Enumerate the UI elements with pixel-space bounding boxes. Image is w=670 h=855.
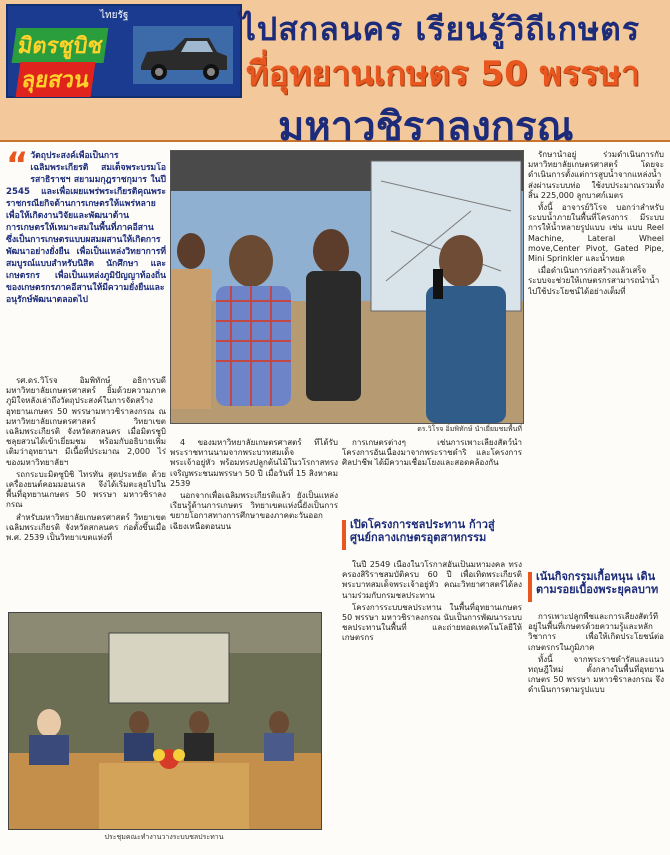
paragraph: ในปี 2549 เนื่องในวโรกาสอันเป็นมหามงคล ทรงครองสิริราชสมบัติครบ 60 ปี เพื่อเทิดพระเกียรติพระบาทสมเด็จพระเจ้าอยู่หัว คณะวิทยาศาสตร์ได้ลงนามร่วมกับกรมชลประทาน [342,560,522,600]
paragraph: นอกจากเพื่อเฉลิมพระเกียรติแล้ว ยังเป็นแหล่งเรียนรู้ด้านการเกษตร วิทยาเขตแห่งนี้ยังเป็นการขยายโอกาสทางการศึกษาของภาคตะวันออกเฉียงเหนือตอนบน [170,491,338,531]
masthead [0,0,670,150]
paragraph: การเกษตรต่างๆ เช่นการเพาะเลี้ยงสัตว์น้ำ โครงการอันเนื่องมาจากพระราชดำริ และโครงการศิลปาชีพ ได้มีความเชื่อมโยงและสอดคล้องกัน [342,438,522,468]
photo-meeting [8,612,322,830]
subheading-activities: เน้นกิจกรรมเกื้อหนุน เดินตามรอยเบื้องพระยุคลบาท [536,570,659,596]
paragraph: โครงการระบบชลประทาน ในพื้นที่อุทยานเกษตร 50 พรรษา มหาวชิราลงกรณ นับเป็นการพัฒนาระบบชลประทานในพื้นที่ และถ่ายทอดเทคโนโลยีให้เกษตรกร [342,602,522,643]
paragraph: เมื่อดำเนินการก่อสร้างแล้วเสร็จ ระบบจะช่วยให้เกษตรกรสามารถนำน้ำไปใช้ประโยชน์ได้อย่างเต็มที่ [528,266,660,296]
photo-caption: ดร.วิโรจ อิ่มพิทักษ์ นำเยี่ยมชมพื้นที่ [417,425,522,433]
article-column-3-lower [342,560,522,845]
article-column-1 [6,376,166,608]
headline-line-3: มหาวชิราลงกรณ [278,104,574,150]
subhead-marker [342,520,346,550]
field-visit-image [171,151,523,423]
article-column-2 [170,438,338,606]
paragraph: รศ.ดร.วิโรจ อิ่มพิทักษ์ อธิการบดีมหาวิทยาลัยเกษตรศาสตร์ ยิ้มด้วยความภาคภูมิใจหลังเล่าถึงวัตถุประสงค์ในการจัดสร้างอุทยานเกษตร 50 พรรษามหาวชิราลงกรณ ณ มหาวิทยาลัยเกษตรศาสตร์ วิทยาเขตเฉลิมพระเกียรติ จังหวัดสกลนคร เมื่อมิตรชูบิชลุยสวนได้เข้าเยี่ยมชม พร้อมกับอธิบายเพิ่มเติมว่าอุทยานฯ มีเนื้อที่ประมาณ 2,000 ไร่ ของมหาวิทยาลัยฯ [6,376,166,467]
logo-title-top: มิตรชูบิช [12,28,109,63]
subhead-marker [528,572,532,602]
lead-text: วัตถุประสงค์เพื่อเป็นการเฉลิมพระเกียรติ สมเด็จพระบรมโอรสาธิราชฯ สยามมกุฎราชกุมาร ในปี 2545 และเพื่อเผยแพร่พระเกียรติคุณพระราชกรณียกิจด้านการเกษตรให้แพร่หลาย เพื่อให้เกิดงานวิจัยและพัฒนาด้านการเกษตรให้เหมาะสมในพื้นที่ภาคอีสาน ซึ่งเป็นการเกษตรแบบผสมผสานให้เกิดการพัฒนาอย่างยั่งยืน เพื่อเป็นแหล่งวิทยาการที่สมบูรณ์แบบสำหรับนิสิต นักศึกษา และเกษตรกร เพื่อเป็นแหล่งภูมิปัญญาท้องถิ่นของเกษตรกรภาคอีสานให้มีความยั่งยืนและอนุรักษ์พัฒนาตลอดไป [6,151,166,305]
paragraph: 4 ของมหาวิทยาลัยเกษตรศาสตร์ ที่ได้รับพระราชทานนามจากพระบาทสมเด็จพระเจ้าอยู่หัว พร้อมทรงปลูกต้นไม้ในวโรกาสทรงเจริญพระชนมพรรษา 50 ปี เมื่อวันที่ 15 สิงหาคม 2539 [170,438,338,488]
pickup-truck-image [133,26,233,84]
paragraph: รักษาน้ำอยู่ ร่วมดำเนินการกับมหาวิทยาลัยเกษตรศาสตร์ โดยจะดำเนินการตั้งแต่การสูบน้ำจากแหล่งน้ำ ส่งผ่านระบบท่อ ใช้งบประมาณรวมทั้งสิ้น 225,000 ลูกบาศก์เมตร [528,150,664,200]
photo-field-visit [170,150,524,424]
lead-paragraph [6,150,166,370]
paragraph: รถกระบะมิตซูบิชิ ไทรทัน สุดประหยัด ด้วยเครื่องยนต์คอมมอนเรล จึงได้เริ่มตะลุยไปในพื้นที่อุทยานเกษตร 50 พรรษา มหาวชิราลงกรณ [6,469,166,510]
quote-mark-icon: “ [6,150,29,185]
headline-line-1: ไปสกลนคร เรียนรู้วิถีเกษตร [239,10,640,48]
paragraph: สำหรับมหาวิทยาลัยเกษตรศาสตร์ วิทยาเขตเฉลิมพระเกียรติ จังหวัดสกลนคร ก่อตั้งขึ้นเมื่อ พ.ศ. 2539 เป็นวิทยาเขตแห่งที่ [6,512,166,543]
meeting-image [9,613,321,829]
logo-title-bottom: ลุยสวน [16,62,96,97]
headline-line-2: ที่อุทยานเกษตร 50 พรรษา [246,54,640,94]
paragraph: ทั้งนี้ จากพระราชดำรัสและแนวทฤษฎีใหม่ ตั้งกลางในพื้นที่อุทยานเกษตร 50 พรรษา มหาวชิราลงกรณ จึงดำเนินการตามรูปแบบ [528,654,664,695]
newspaper-name: ไทยรัฐ [100,10,129,21]
article-column-4-lower [528,612,664,848]
column-logo [6,4,242,98]
paragraph: ทั้งนี้ อาจารย์วิโรจ บอกว่าสำหรับระบบน้ำภายในพื้นที่โครงการ มีระบบการให้น้ำหลายรูปแบบ เช่น แบบ Reel Machine, Lateral Wheel move,Center Pivot, Gated Pipe, Mini Sprinkler และน้ำหยด [528,203,664,264]
photo-caption: ประชุมคณะทำงานวางระบบชลประทาน [104,833,224,841]
article-column-4 [528,150,664,560]
paragraph: การเพาะปลูกพืชและการเลี้ยงสัตว์ที่อยู่ในพื้นที่เกษตรด้วยความรู้และหลักวิชาการ เพื่อให้เกิดประโยชน์ต่อเกษตรกรในภูมิภาค [528,612,664,652]
article-column-3 [342,438,522,494]
subheading-irrigation: เปิดโครงการชลประทาน ก้าวสู่ศูนย์กลางเกษตรอุตสาหกรรม [350,518,495,544]
